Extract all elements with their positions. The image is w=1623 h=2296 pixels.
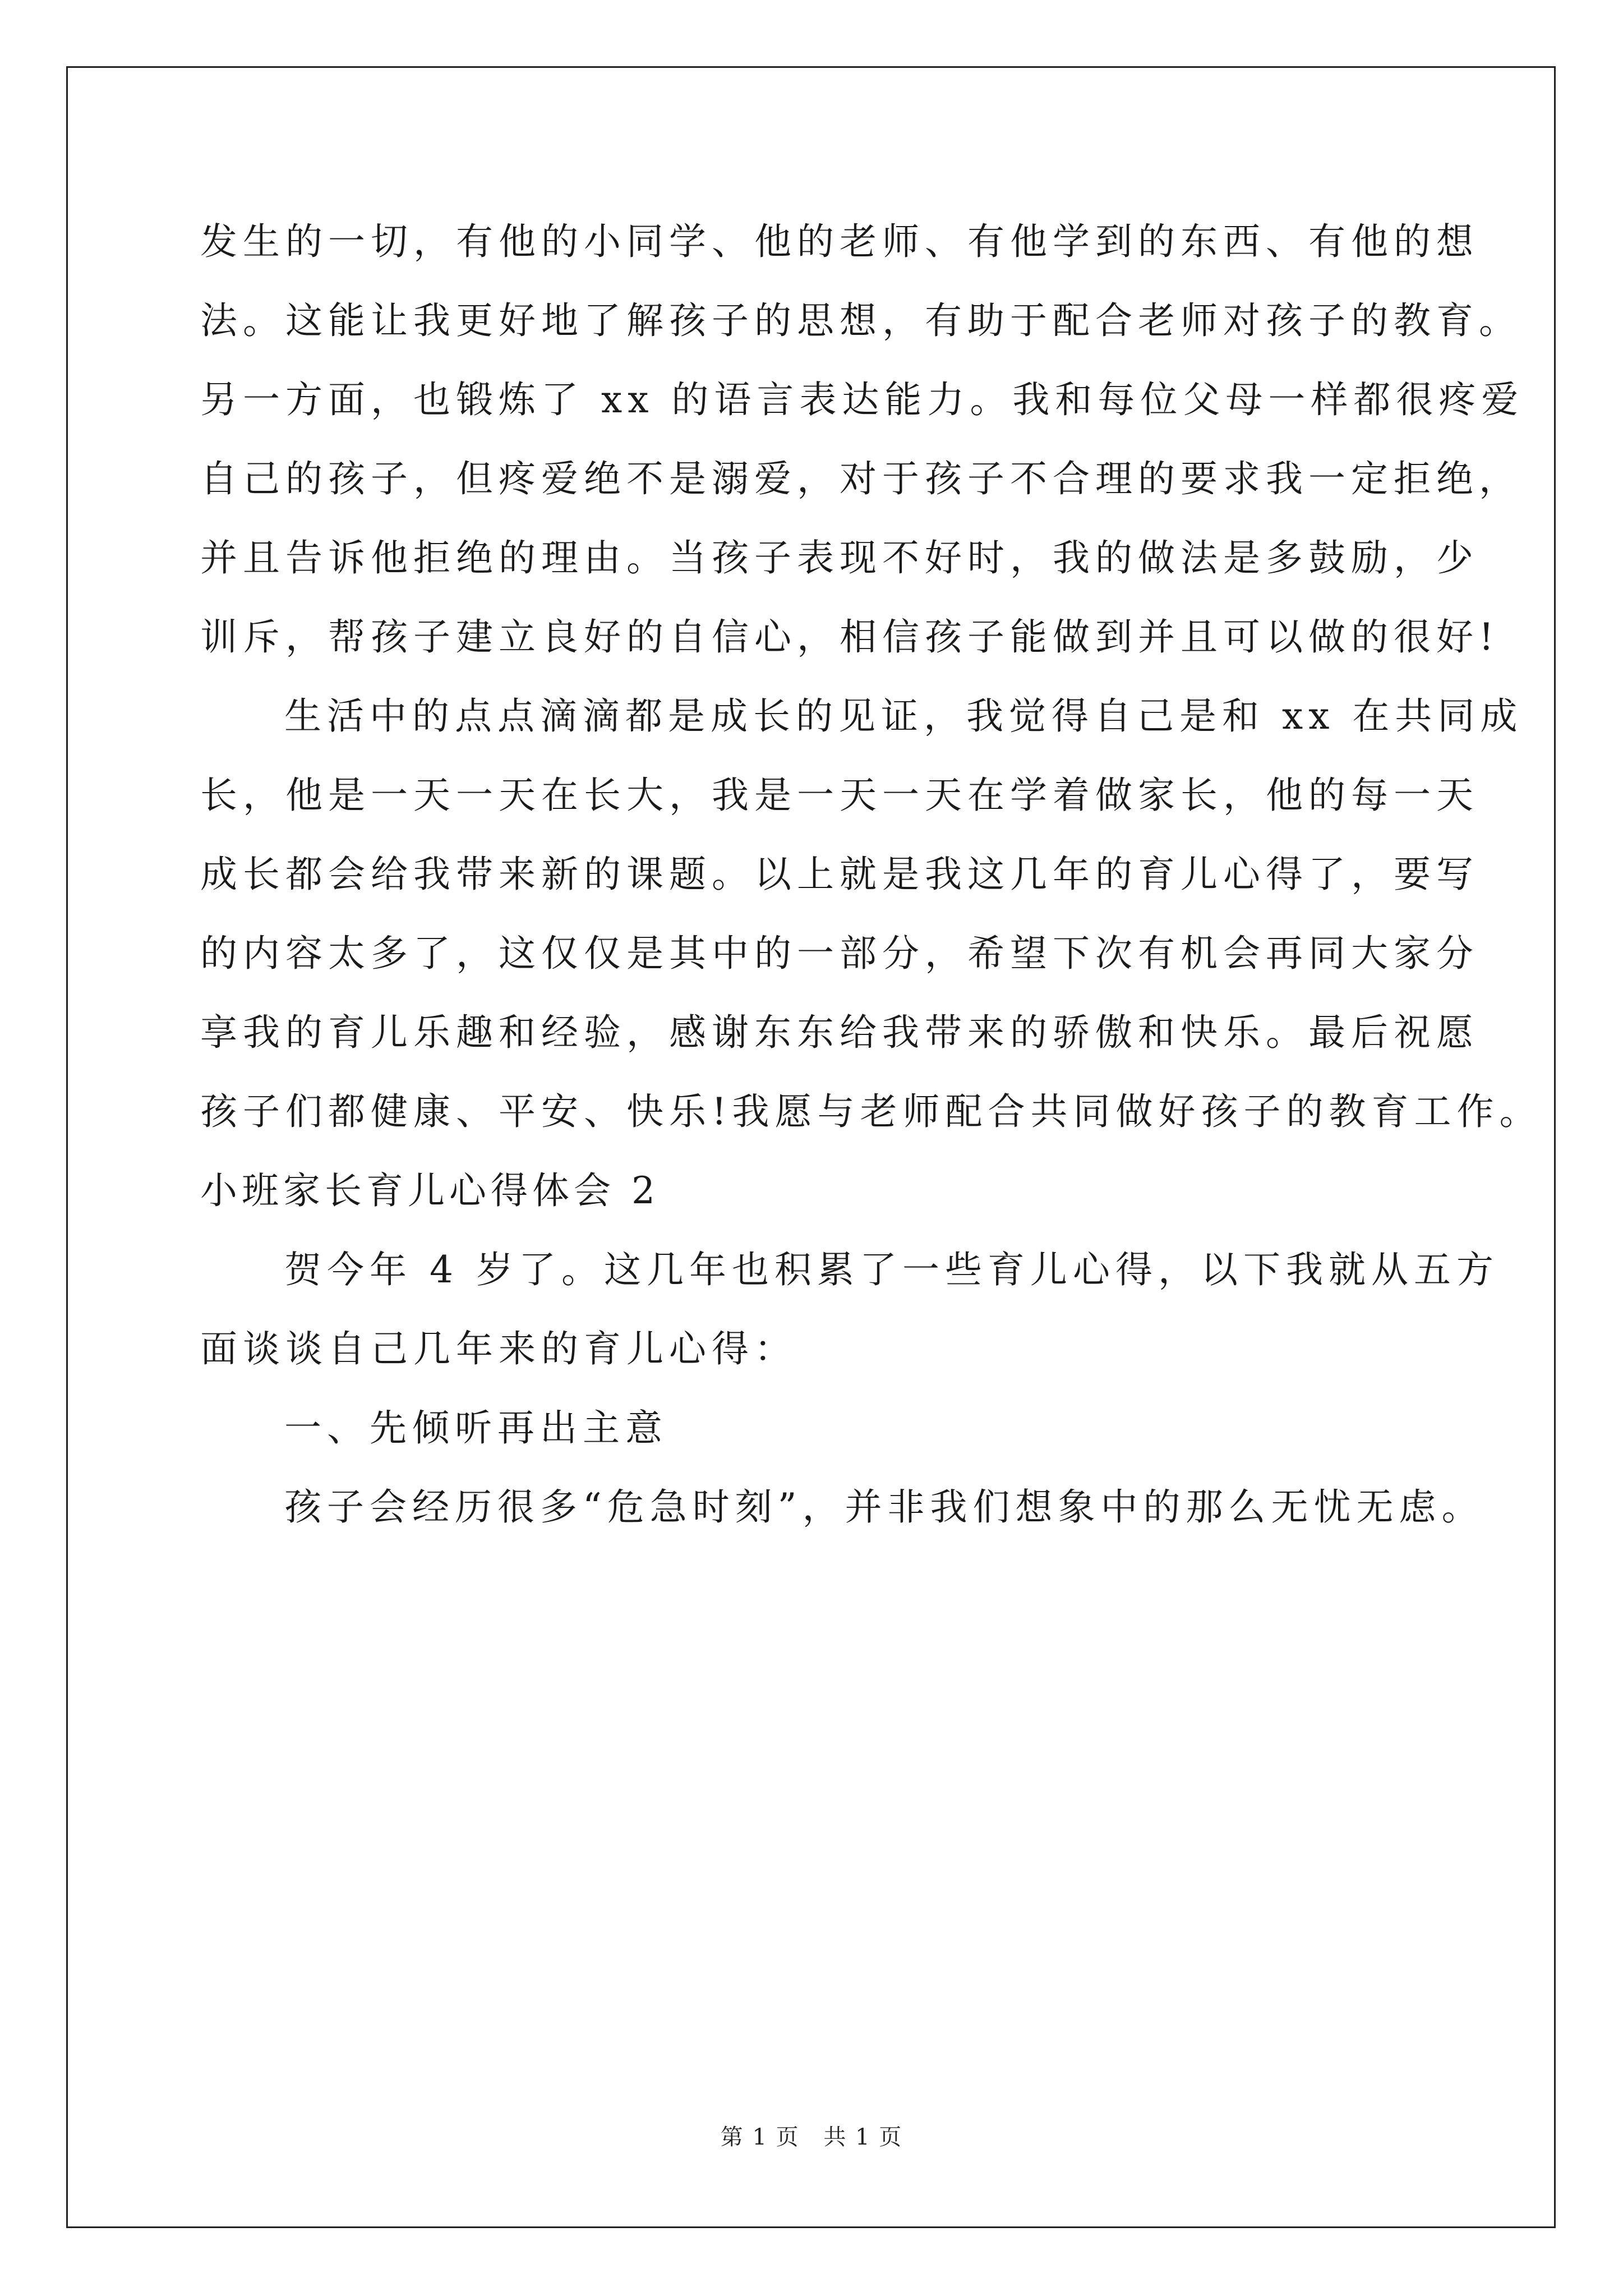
text-line: 的内容太多了，这仅仅是其中的一部分，希望下次有机会再同大家分 xyxy=(200,932,1479,975)
text-line: 训斥，帮孩子建立良好的自信心，相信孩子能做到并且可以做的很好! xyxy=(200,615,1500,659)
paragraph-start-line: 孩子会经历很多“危急时刻”，并非我们想象中的那么无忧无虑。 xyxy=(284,1485,1484,1529)
text-line: 面谈谈自己几年来的育儿心得： xyxy=(200,1327,797,1370)
subsection-heading: 一、先倾听再出主意 xyxy=(284,1406,668,1450)
paragraph-start-line: 贺今年 4 岁了。这几年也积累了一些育儿心得，以下我就从五方 xyxy=(284,1248,1499,1291)
page-number: 第 1 页 xyxy=(720,2124,800,2150)
text-line: 享我的育儿乐趣和经验，感谢东东给我带来的骄傲和快乐。最后祝愿 xyxy=(200,1011,1479,1054)
page-footer xyxy=(0,2124,1623,2151)
text-line: 自己的孩子，但疼爱绝不是溺爱，对于孩子不合理的要求我一定拒绝， xyxy=(200,457,1521,500)
page-total: 共 1 页 xyxy=(823,2124,903,2150)
text-line: 发生的一切，有他的小同学、他的老师、有他学到的东西、有他的想 xyxy=(200,220,1479,263)
text-line: 长，他是一天一天在长大，我是一天一天在学着做家长，他的每一天 xyxy=(200,774,1479,817)
text-line: 另一方面，也锻炼了 xx 的语言表达能力。我和每位父母一样都很疼爱 xyxy=(200,378,1524,421)
text-line: 成长都会给我带来新的课题。以上就是我这几年的育儿心得了，要写 xyxy=(200,853,1479,896)
text-line: 法。这能让我更好地了解孩子的思想，有助于配合老师对孩子的教育。 xyxy=(200,299,1521,342)
text-line: 孩子们都健康、平安、快乐!我愿与老师配合共同做好孩子的教育工作。 xyxy=(200,1090,1542,1133)
text-line: 并且告诉他拒绝的理由。当孩子表现不好时，我的做法是多鼓励，少 xyxy=(200,536,1479,579)
document-body xyxy=(200,220,1542,1568)
paragraph-start-line: 生活中的点点滴滴都是成长的见证，我觉得自己是和 xx 在共同成 xyxy=(284,694,1523,738)
section-heading: 小班家长育儿心得体会 2 xyxy=(200,1169,660,1212)
